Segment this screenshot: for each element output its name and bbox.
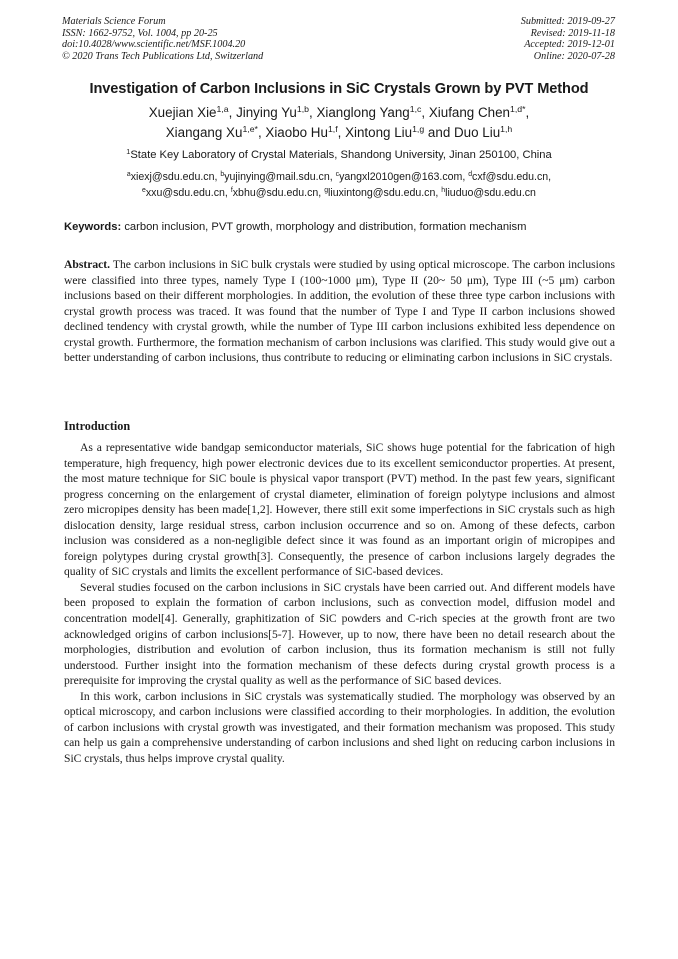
introduction-heading: Introduction (64, 419, 131, 433)
issn-line: ISSN: 1662-9752, Vol. 1004, pp 20-25 (62, 27, 218, 39)
journal-name: Materials Science Forum (62, 16, 166, 27)
abstract-label: Abstract. (64, 258, 111, 271)
paper-title: Investigation of Carbon Inclusions in SiC Crystals Grown by PVT Method (89, 81, 589, 97)
abstract (64, 257, 615, 366)
author: Duo Liu$^{1,h}$ (454, 124, 513, 140)
copyright-line: © 2020 Trans Tech Publications Ltd, Switzerland (62, 50, 264, 62)
online-date: Online: 2020-07-28 (533, 50, 615, 62)
paragraph: As a representative wide bandgap semiconductor materials, SiC shows huge potential for the fabrication of high temperature, high frequency, high power electronic devices due to its excellent semiconductor properties. At present, the most mature technique for SiC boule is physical vapor transport (PVT) method. In the past few years, significant progress concerning on the enlargement of crystal diameter, elimination of foreign polytype inclusions and almost zero micropipes density has been made[1,2]. However, there still exit some imperfections in SiC crystals such as high dislocation density, large residual stress, carbon inclusion occurrence and so on. Among of these defects, carbon inclusion was considered as a non-negligible defect since it was found as an important origin of micropipes and foreign polytypes during crystal growth[3]. Consequently, the presence of carbon inclusions largely degrades the quality of SiC crystals and limits the excellent performance of SiC-based devices. (64, 441, 615, 579)
accepted-date: Accepted: 2019-12-01 (524, 39, 615, 51)
email[interactable]: $^h$liuduo@sdu.edu.cn (441, 186, 536, 199)
introduction-body (64, 440, 615, 766)
abstract-text: The carbon inclusions in SiC bulk crystals were studied by using optical microscope. The carbon inclusions were classified into three types, namely Type I (100~1000 μm), Type II (20~ 50 μm), Type III (~5 μm) carbon inclusions based on their different morphologies. In addition, the evolution of these three type carbon inclusions with crystal growth process was traced. It was found that the number of Type I and Type II carbon inclusions showed declined tendency with crystal growth, while the number of Type III carbon inclusions exhibited less dependence on crystal growth. Furthermore, the formation mechanism of carbon inclusions was clarified. This study would give out a better understanding of carbon inclusions, thus contribute to reducing or eliminating carbon inclusions in SiC crystals. (64, 258, 615, 365)
email[interactable]: $^c$yangxl2010gen@163.com, (335, 171, 469, 183)
keywords-text: carbon inclusion, PVT growth, morphology and distribution, formation mechanism (124, 221, 527, 233)
affiliation: $^1$State Key Laboratory of Crystal Materials, Shandong University, Jinan 250100, China (126, 147, 552, 161)
email[interactable]: $^a$xiexj@sdu.edu.cn, (126, 171, 221, 183)
author: Xianglong Yang$^{1,c}$, (316, 104, 429, 120)
email[interactable]: $^e$xxu@sdu.edu.cn, (142, 186, 231, 199)
paragraph: In this work, carbon inclusions in SiC crystals was systematically studied. The morphology was observed by an optical microscopy, and carbon inclusions were classified according to their morphologies. In addition, the evolution of carbon inclusions with crystal growth was investigated, and their formation mechanism was proposed. This study can help us gain a comprehensive understanding of carbon inclusions and shed light on reducing carbon inclusions in SiC crystals, thus helps improve crystal quality. (64, 689, 615, 765)
keywords-label: Keywords: (64, 221, 122, 233)
publication-dates (521, 16, 615, 62)
keywords (64, 221, 624, 233)
author: Xiufang Chen$^{1,d*}$, (428, 104, 530, 120)
email[interactable]: $^b$yujinying@mail.sdu.cn, (220, 171, 336, 183)
revised-date: Revised: 2019-11-18 (530, 27, 615, 39)
submitted-date: Submitted: 2019-09-27 (520, 16, 615, 27)
publication-info (62, 16, 263, 62)
author: Xuejian Xie$^{1,a}$, (148, 104, 237, 120)
doi-line[interactable]: doi:10.4028/www.scientific.net/MSF.1004.20 (62, 39, 246, 51)
email[interactable]: $^d$cxf@sdu.edu.cn, (468, 171, 552, 183)
paragraph: Several studies focused on the carbon inclusions in SiC crystals have been carried out. And different models have been proposed to explain the formation of carbon inclusions, such as convection model, diffusion model and concentration model[4]. Generally, graphitization of SiC powders and C-rich species at the growth front are two acknowledged origins of carbon inclusions[5-7]. However, up to now, there have been no detail research about the morphologies, distribution and evolution of carbon inclusion, thus its formation mechanism is still not fully understood. Further insight into the formation mechanism of these defects during crystal growth process is a prerequisite for improving the crystal quality as well as the performance of SiC based devices. (64, 580, 615, 688)
author: Xintong Liu$^{1,g}$ and (345, 124, 454, 140)
author-list (40, 103, 638, 143)
email-list (40, 170, 638, 201)
email[interactable]: $^g$liuxintong@sdu.edu.cn, (324, 186, 442, 199)
email[interactable]: $^f$xbhu@sdu.edu.cn, (230, 186, 325, 199)
author: Xiaobo Hu$^{1,f}$, (265, 124, 346, 140)
author: Jinying Yu$^{1,b}$, (236, 104, 317, 120)
author: Xiangang $Xu^{1,e*}$, (165, 124, 266, 140)
